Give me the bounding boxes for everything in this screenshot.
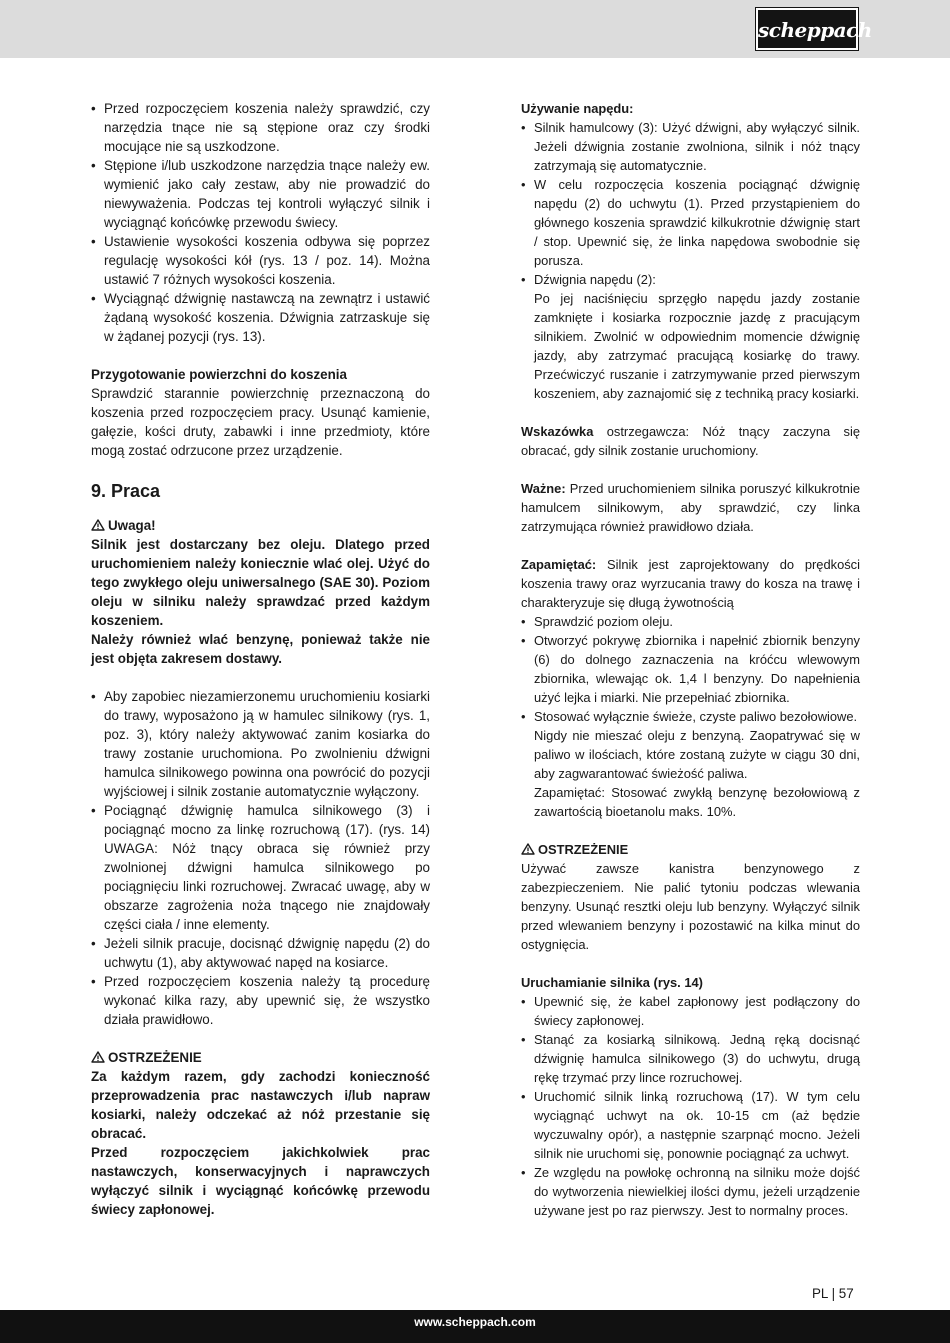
- prep-heading: Przygotowanie powierzchni do koszenia: [91, 367, 347, 382]
- list-item: • Stępione i/lub uszkodzone narzędzia tnące należy ew. wymienić jako cały zestaw, aby nie prowadzić do niewyważenia. Podczas tej kontroli wyłączyć silnik i wyciągnąć końcówkę przewodu świecy.: [91, 156, 430, 232]
- right-column: [521, 99, 860, 1220]
- warning-icon: [91, 1051, 105, 1063]
- list-item: • Stosować wyłącznie świeże, czyste paliwo bezołowiowe.: [521, 707, 860, 726]
- warning-heading: [521, 840, 860, 859]
- fuel-subtext: Nigdy nie mieszać oleju z benzyną. Zaopatrywać się w paliwo w ilościach, które zostaną zużyte w ciągu 30 dni, aby zagwarantować świeżość paliwa.: [534, 728, 860, 781]
- list-item: • Jeżeli silnik pracuje, docisnąć dźwignię napędu (2) do uchwytu (1), aby aktywować napęd na kosiarce.: [91, 934, 430, 972]
- list-item: • Silnik hamulcowy (3): Użyć dźwigni, aby wyłączyć silnik. Jeżeli dźwignia zostanie zwolniona, silnik i nóż tnący zatrzymają się automatycznie.: [521, 118, 860, 175]
- warning-icon: [521, 843, 535, 855]
- important-text: Przed uruchomieniem silnika poruszyć kilkukrotnie hamulcem silnikowym, aby sprawdzić, czy linka zatrzymująca również prawidłowo działa.: [521, 481, 860, 534]
- remember-label: Zapamiętać:: [521, 557, 597, 572]
- list-item: • W celu rozpoczęcia koszenia pociągnąć dźwignię napędu (2) do uchwytu (1). Przed przystąpieniem do głównego koszenia sprawdzić kilkukrotnie dźwignię start / stop. Upewnić się, że linka napędowa swobodnie się porusza.: [521, 175, 860, 270]
- list-item: • Dźwignia napędu (2):: [521, 270, 860, 289]
- section-title: 9. Praca: [91, 481, 161, 501]
- brand-logo: scheppach: [756, 8, 858, 50]
- prep-text: Sprawdzić starannie powierzchnię przeznaczoną do koszenia przed rozpoczęciem pracy. Usunąć kamienie, gałęzie, kości druty, zabawki i inne przedmioty, które mogą zostać odrzucone przez urządzenie.: [91, 386, 430, 458]
- list-item: • Pociągnąć dźwignię hamulca silnikowego (3) i pociągnąć mocno za linkę rozruchową (17). (rys. 14) UWAGA: Nóż tnący obraca się również przy zwolnionej dźwigni hamulca silnikowego po pociągnięciu linki rozruchowej. Zwracać uwagę, aby w obszarze zagrożenia noża tnącego nie znajdowały części ciała / inne elementy.: [91, 801, 430, 934]
- hint-label: Wskazówka: [521, 424, 594, 439]
- warning-label: OSTRZEŻENIE: [108, 1050, 202, 1065]
- list-item: • Przed rozpoczęciem koszenia należy tą procedurę wykonać kilka razy, aby upewnić się, że wszystko działa prawidłowo.: [91, 972, 430, 1029]
- important-paragraph: [521, 479, 860, 536]
- remember-text: Silnik jest zaprojektowany do prędkości koszenia trawy oraz wyrzucania trawy do kosza na trawę i charakteryzuje się długą żywotnością: [521, 557, 860, 610]
- cutting-check-list: [91, 99, 430, 346]
- drive-list: [521, 118, 860, 289]
- list-item: • Upewnić się, że kabel zapłonowy jest podłączony do świecy zapłonowej.: [521, 992, 860, 1030]
- hint-paragraph: [521, 422, 860, 460]
- list-item: • Wyciągnąć dźwignię nastawczą na zewnątrz i ustawić żądaną wysokość koszenia. Dźwignia zatrzaskuje się w żądanej pozycji (rys. 13).: [91, 289, 430, 346]
- list-item: • Przed rozpoczęciem koszenia należy sprawdzić, czy narzędzia tnące nie są stępione oraz czy środki mocujące nie są uszkodzone.: [91, 99, 430, 156]
- list-item: • Uruchomić silnik linką rozruchową (17). W tym celu wyciągnąć uchwyt na ok. 10-15 cm (aż będzie wyczuwalny opór), a następnie szarpnąć mocno. Jeżeli silnik nie uruchomi się, ponownie pociągnąć za uchwyt.: [521, 1087, 860, 1163]
- warning-heading: [91, 1048, 430, 1067]
- warning-text: Używać zawsze kanistra benzynowego z zabezpieczeniem. Nie palić tytoniu podczas wlewania benzyny. Usunąć resztki oleju lub benzyny. Wyłączyć silnik przed wlewaniem benzyny i pozostawić na kilka minut do ostygnięcia.: [521, 861, 860, 952]
- warning-text: Za każdym razem, gdy zachodzi konieczność przeprowadzenia prac nastawczych i/lub napraw kosiarki, należy odczekać aż nóż przestanie się obracać.: [91, 1069, 430, 1141]
- website-link[interactable]: www.scheppach.com: [414, 1315, 536, 1329]
- attention-text: Należy również wlać benzynę, ponieważ także nie jest objęta zakresem dostawy.: [91, 632, 430, 666]
- drive-heading: Używanie napędu:: [521, 101, 634, 116]
- important-label: Ważne:: [521, 481, 566, 496]
- start-heading: Uruchamianie silnika (rys. 14): [521, 975, 703, 990]
- start-list: [521, 992, 860, 1220]
- list-item: • Sprawdzić poziom oleju.: [521, 612, 860, 631]
- warning-icon: [91, 519, 105, 531]
- list-item: • Aby zapobiec niezamierzonemu uruchomieniu kosiarki do trawy, wyposażono ją w hamulec silnikowy (rys. 1, poz. 3), który należy aktywować zanim kosiarka do trawy zostanie uruchomiona. Po zwolnieniu dźwigni hamulca silnikowego powinna ona powrócić do pozycji wyjściowej i silnik zostanie automatycznie wyłączony.: [91, 687, 430, 801]
- operation-list: [91, 687, 430, 1029]
- attention-heading: [91, 516, 430, 535]
- fuel-list: [521, 612, 860, 726]
- warning-label: OSTRZEŻENIE: [538, 842, 629, 857]
- hint-text: ostrzegawcza: Nóż tnący zaczyna się obracać, gdy silnik zostanie uruchomiony.: [521, 424, 860, 458]
- warning-text: Przed rozpoczęciem jakichkolwiek prac nastawczych, konserwacyjnych i naprawczych wyłączyć silnik i wyciągnąć końcówkę przewodu świecy zapłonowej.: [91, 1145, 430, 1217]
- drive-subtext: Po jej naciśnięciu sprzęgło napędu jazdy zostanie zamknięte i kosiarka rozpocznie jazdę z pracującym silnikiem. Zwolnić w odpowiednim momencie dźwignię jazdy, aby zatrzymać pracującą kosiarkę do trawy. Przećwiczyć ruszanie i zatrzymywanie przed pierwszym koszeniem, aby zaznajomić się z techniką pracy kosiarki.: [534, 291, 860, 401]
- list-item: • Stanąć za kosiarką silnikową. Jedną ręką docisnąć dźwignię hamulca silnikowego (3) do uchwytu, drugą rękę trzymać przy lince rozruchowej.: [521, 1030, 860, 1087]
- attention-label: Uwaga!: [108, 518, 156, 533]
- attention-text: Silnik jest dostarczany bez oleju. Dlatego przed uruchomieniem należy koniecznie wlać olej. Użyć do tego zwykłego oleju uniwersalnego (SAE 30). Poziom oleju w silniku należy sprawdzać przed każdym koszeniem.: [91, 537, 430, 628]
- header-bar: [0, 0, 950, 58]
- page-number: PL | 57: [812, 1286, 854, 1301]
- list-item: • Otworzyć pokrywę zbiornika i napełnić zbiornik benzyny (6) do dolnego zaznaczenia na króćcu wlewowym zbiornika, wlewając ok. 1,4 l benzyny. Do napełnienia użyć lejka i miarki. Nie przepełniać zbiornika.: [521, 631, 860, 707]
- remember-paragraph: [521, 555, 860, 612]
- list-item: • Ustawienie wysokości koszenia odbywa się poprzez regulację wysokości kół (rys. 13 / poz. 14). Można ustawić 7 różnych wysokości koszenia.: [91, 232, 430, 289]
- footer-bar: [0, 1310, 950, 1343]
- fuel-subtext: Zapamiętać: Stosować zwykłą benzynę bezołowiową z zawartością bioetanolu maks. 10%.: [534, 785, 860, 819]
- list-item: • Ze względu na powłokę ochronną na silniku może dojść do wytworzenia niewielkiej ilości dymu, jeżeli urządzenie używane jest po raz pierwszy. Jest to normalny proces.: [521, 1163, 860, 1220]
- left-column: [91, 99, 430, 1219]
